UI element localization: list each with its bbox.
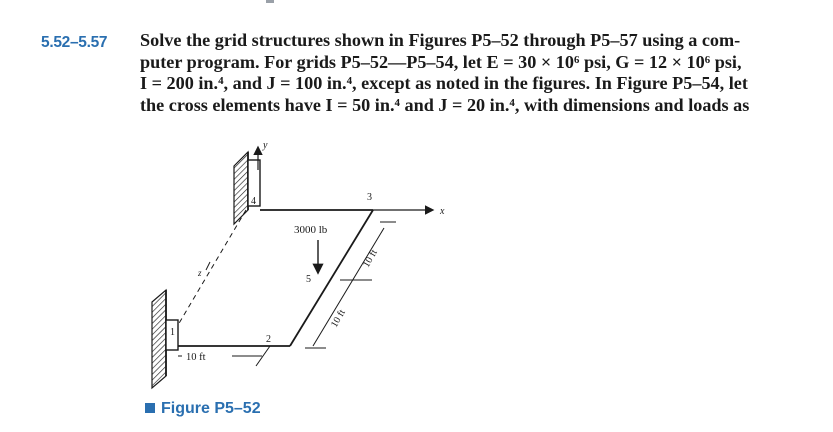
caption-bullet-icon [145,403,155,413]
dimension-line-right [313,228,384,346]
axis-z-label: z [198,268,202,278]
problem-line-4: the cross elements have I = 50 in.⁴ and J = 20 in.⁴, with dimensions and loads as [140,94,750,115]
figure-caption-text: Figure P5–52 [161,400,261,417]
upper-wall-support [234,152,260,224]
axis-x-label: x [440,206,445,217]
dim-right-lower-label: 10 ft [329,307,348,330]
z-axis-tick [206,262,210,270]
problem-number: 5.52–5.57 [41,34,108,51]
node-5-label: 5 [306,274,311,285]
node-4-label: 4 [251,196,256,207]
z-axis-dashed [178,210,246,325]
node-1-label: 1 [170,327,175,338]
axis-y-label: y [263,140,268,151]
grid-members [178,210,373,346]
node-2-label: 2 [266,334,271,345]
node-3-label: 3 [367,192,372,203]
figure-caption [145,400,261,418]
problem-line-1: Solve the grid structures shown in Figures P5–52 through P5–57 using a com- [140,30,741,50]
problem-line-3: I = 200 in.⁴, and J = 100 in.⁴, except as noted in the figures. In Figure P5–54, let [140,73,748,94]
load-label: 3000 lb [294,224,328,236]
problem-line-2: puter program. For grids P5–52—P5–54, let E = 30 × 10⁶ psi, G = 12 × 10⁶ psi, [140,51,742,72]
dim-right-upper-label: 10 ft [361,247,380,270]
dim-bottom-label: 10 ft [186,352,206,363]
lower-wall-support [152,290,178,388]
